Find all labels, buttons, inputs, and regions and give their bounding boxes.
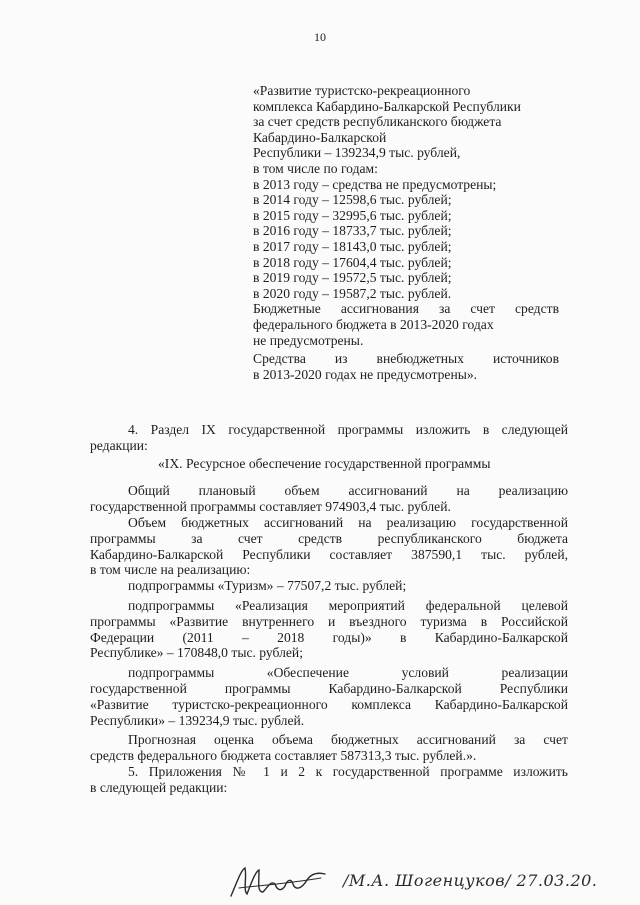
- quote-line: Бюджетные ассигнования за счет средств: [253, 301, 559, 317]
- quote-line: в 2014 году – 12598,6 тыс. рублей;: [253, 192, 452, 208]
- page-number: 10: [314, 30, 326, 44]
- body-line: «IX. Ресурсное обеспечение государственной программы: [158, 455, 491, 471]
- body-line: Федерации (2011 – 2018 годы)» в Кабардино-Балкарской: [90, 629, 568, 645]
- body-line: 5. Приложения № 1 и 2 к государственной программе изложить: [128, 763, 568, 779]
- body-line: Прогнозная оценка объема бюджетных ассигнований за счет: [128, 732, 568, 748]
- quote-line: в 2013 году – средства не предусмотрены;: [253, 176, 497, 192]
- quote-line: в 2013-2020 годах не предусмотрены».: [253, 366, 478, 382]
- quote-line: Кабардино-Балкарской: [253, 129, 387, 145]
- body-line: редакции:: [90, 437, 148, 453]
- body-line: Республики» – 139234,9 тыс. рублей.: [90, 712, 305, 728]
- quote-line: Средства из внебюджетных источников: [253, 351, 559, 367]
- quote-line: не предусмотрены.: [253, 332, 364, 348]
- quote-line: федерального бюджета в 2013-2020 годах: [253, 316, 494, 332]
- body-line: 4. Раздел IX государственной программы изложить в следующей: [128, 422, 568, 437]
- quote-line: в 2018 году – 17604,4 тыс. рублей;: [253, 254, 452, 270]
- quote-line: Республики – 139234,9 тыс. рублей,: [253, 145, 461, 161]
- body-line: средств федерального бюджета составляет 587313,3 тыс. рублей.».: [90, 748, 477, 764]
- quote-line: комплекса Кабардино-Балкарской Республики: [253, 98, 521, 114]
- quote-line: в 2019 году – 19572,5 тыс. рублей;: [253, 270, 452, 286]
- quote-line: в 2016 году – 18733,7 тыс. рублей;: [253, 223, 452, 239]
- body-line: государственной программы составляет 974903,4 тыс. рублей.: [90, 499, 451, 515]
- handwritten-signature-icon: [225, 862, 335, 902]
- body-line: подпрограммы «Реализация мероприятий федеральной целевой: [128, 597, 568, 613]
- body-line: подпрограммы «Туризм» – 77507,2 тыс. рублей;: [128, 578, 407, 594]
- body-line: подпрограммы «Обеспечение условий реализации: [128, 665, 568, 681]
- quote-line: в том числе по годам:: [253, 160, 378, 176]
- body-line: Кабардино-Балкарской Республики составляет 387590,1 тыс. рублей,: [90, 546, 568, 562]
- body-text: [90, 422, 568, 796]
- body-line: Республике» – 170848,0 тыс. рублей;: [90, 645, 303, 661]
- quote-line: за счет средств республиканского бюджета: [253, 114, 502, 130]
- quote-line: «Развитие туристско-рекреационного: [253, 83, 471, 98]
- body-line: Общий плановый объем ассигнований на реализацию: [128, 483, 568, 499]
- quote-line: в 2017 году – 18143,0 тыс. рублей;: [253, 238, 452, 254]
- body-line: государственной программы Кабардино-Балкарской Республики: [90, 680, 568, 696]
- quote-block: [253, 83, 559, 382]
- body-line: программы за счет средств республиканского бюджета: [90, 530, 568, 546]
- quote-line: в 2015 году – 32995,6 тыс. рублей;: [253, 207, 452, 223]
- handwritten-note: /М.А. Шогенцуков/ 27.03.20.: [343, 871, 598, 890]
- quote-line: в 2020 году – 19587,2 тыс. рублей.: [253, 285, 452, 301]
- signature-area: [225, 862, 625, 902]
- body-line: в следующей редакции:: [90, 779, 228, 795]
- body-line: «Развитие туристско-рекреационного комплекса Кабардино-Балкарской: [90, 696, 568, 712]
- body-line: Объем бюджетных ассигнований на реализацию государственной: [128, 514, 568, 530]
- body-line: программы «Развитие внутреннего и въездного туризма в Российской: [90, 613, 568, 629]
- body-line: в том числе на реализацию:: [90, 562, 251, 578]
